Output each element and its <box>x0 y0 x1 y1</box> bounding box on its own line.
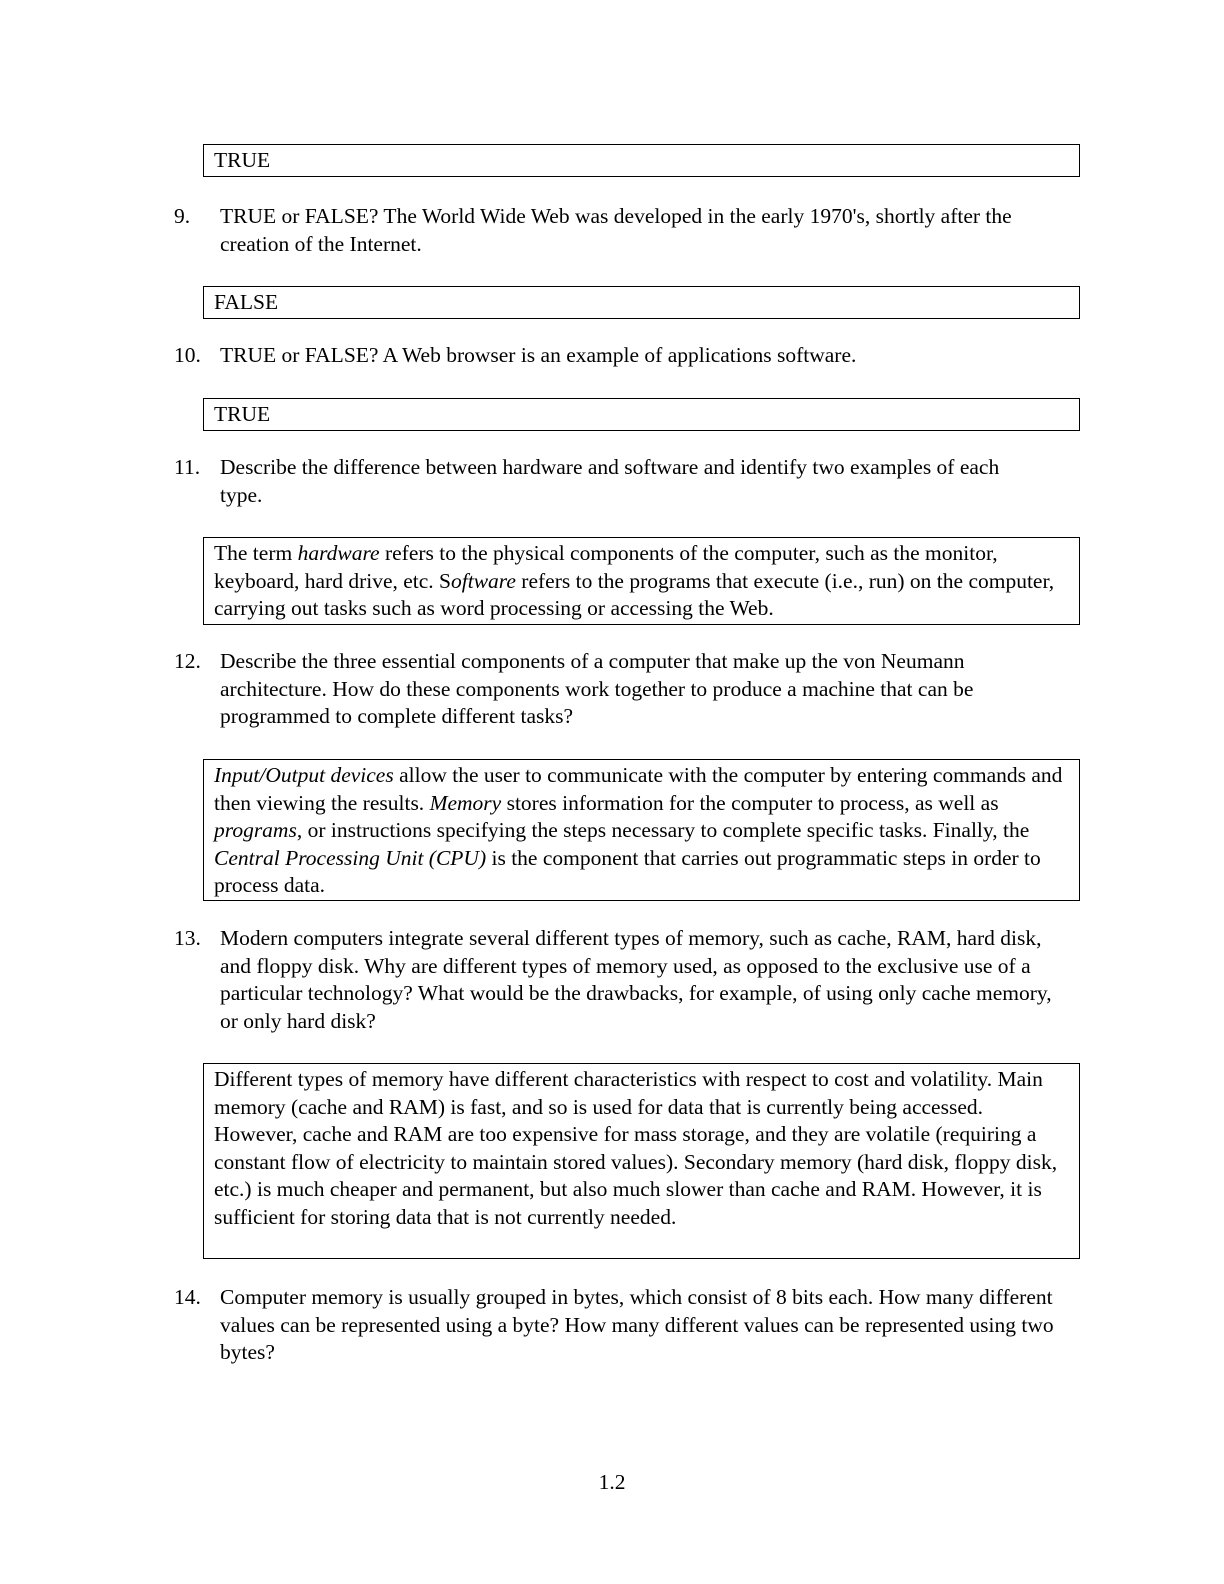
answer-text: refers to the programs that execute (i.e., run) on the computer, carrying out tasks such as word processing or accessing the Web. <box>214 568 1055 620</box>
answer-emphasis: Memory <box>429 790 502 815</box>
question-text: Modern computers integrate several different types of memory, such as cache, RAM, hard disk, and floppy disk. Why are different types of memory used, as opposed to the exclusive use of a particular technology? What would be the drawbacks, for example, of using only cache memory, or only hard disk? <box>220 926 1052 1033</box>
answer-box-9 <box>203 286 1080 319</box>
answer-box-13 <box>203 1063 1080 1259</box>
answer-text: stores information for the computer to process, as well as <box>501 790 999 815</box>
question-number: 9. <box>174 204 191 228</box>
question-number: 12. <box>174 649 201 673</box>
question-text: TRUE or FALSE? A Web browser is an example of applications software. <box>220 343 857 367</box>
question-number: 10. <box>174 343 201 367</box>
page-number: 1.2 <box>598 1470 626 1494</box>
answer-emphasis: oftware <box>451 568 516 593</box>
question-number: 13. <box>174 926 201 950</box>
question-text: Computer memory is usually grouped in bytes, which consist of 8 bits each. How many different values can be represented using a byte? How many different values can be represented using two bytes? <box>220 1285 1054 1364</box>
answer-text: , or instructions specifying the steps necessary to complete specific tasks. Finally, the <box>296 818 1030 842</box>
question-9 <box>174 203 1034 258</box>
answer-emphasis: Input/Output devices <box>214 763 394 787</box>
answer-box-11 <box>203 537 1080 625</box>
question-10 <box>174 342 1074 370</box>
question-11 <box>174 454 1044 509</box>
answer-text: FALSE <box>214 290 279 314</box>
answer-text: Different types of memory have different characteristics with respect to cost and volatility. Main memory (cache and RAM) is fast, and so is used for data that is currently being accessed. However, cache and RAM are too expensive for mass storage, and they are volatile (requiring a constant flow of electricity to maintain stored values). Secondary memory (hard disk, floppy disk, etc.) is much cheaper and permanent, but also much slower than cache and RAM. However, it is sufficient for storing data that is not currently needed. <box>214 1067 1058 1229</box>
answer-box-10 <box>203 398 1080 431</box>
answer-text: The term <box>214 541 298 565</box>
answer-emphasis: hardware <box>297 541 380 565</box>
question-number: 14. <box>174 1285 201 1309</box>
question-12 <box>174 648 1064 731</box>
answer-box-8 <box>203 144 1080 177</box>
answer-text: allow the user to communicate with the computer by entering commands and then viewing the results. <box>214 763 1063 815</box>
question-text: Describe the difference between hardware and software and identify two examples of each type. <box>220 455 1000 507</box>
question-14 <box>174 1284 1064 1367</box>
answer-text: refers to the physical components of the computer, such as the monitor, keyboard, hard drive, etc. S <box>214 541 998 593</box>
question-number: 11. <box>174 455 201 479</box>
question-text: TRUE or FALSE? The World Wide Web was developed in the early 1970's, shortly after the creation of the Internet. <box>220 204 1012 256</box>
question-text: Describe the three essential components of a computer that make up the von Neumann architecture. How do these components work together to produce a machine that can be programmed to complete different tasks? <box>220 649 974 728</box>
question-13 <box>174 925 1069 1035</box>
answer-box-12 <box>203 759 1080 901</box>
answer-emphasis: programs <box>214 818 297 842</box>
answer-emphasis: Central Processing Unit (CPU) <box>214 845 487 870</box>
answer-text: TRUE <box>214 148 271 172</box>
answer-text: is the component that carries out programmatic steps in order to process data. <box>214 845 1041 897</box>
answer-text: TRUE <box>214 402 271 426</box>
